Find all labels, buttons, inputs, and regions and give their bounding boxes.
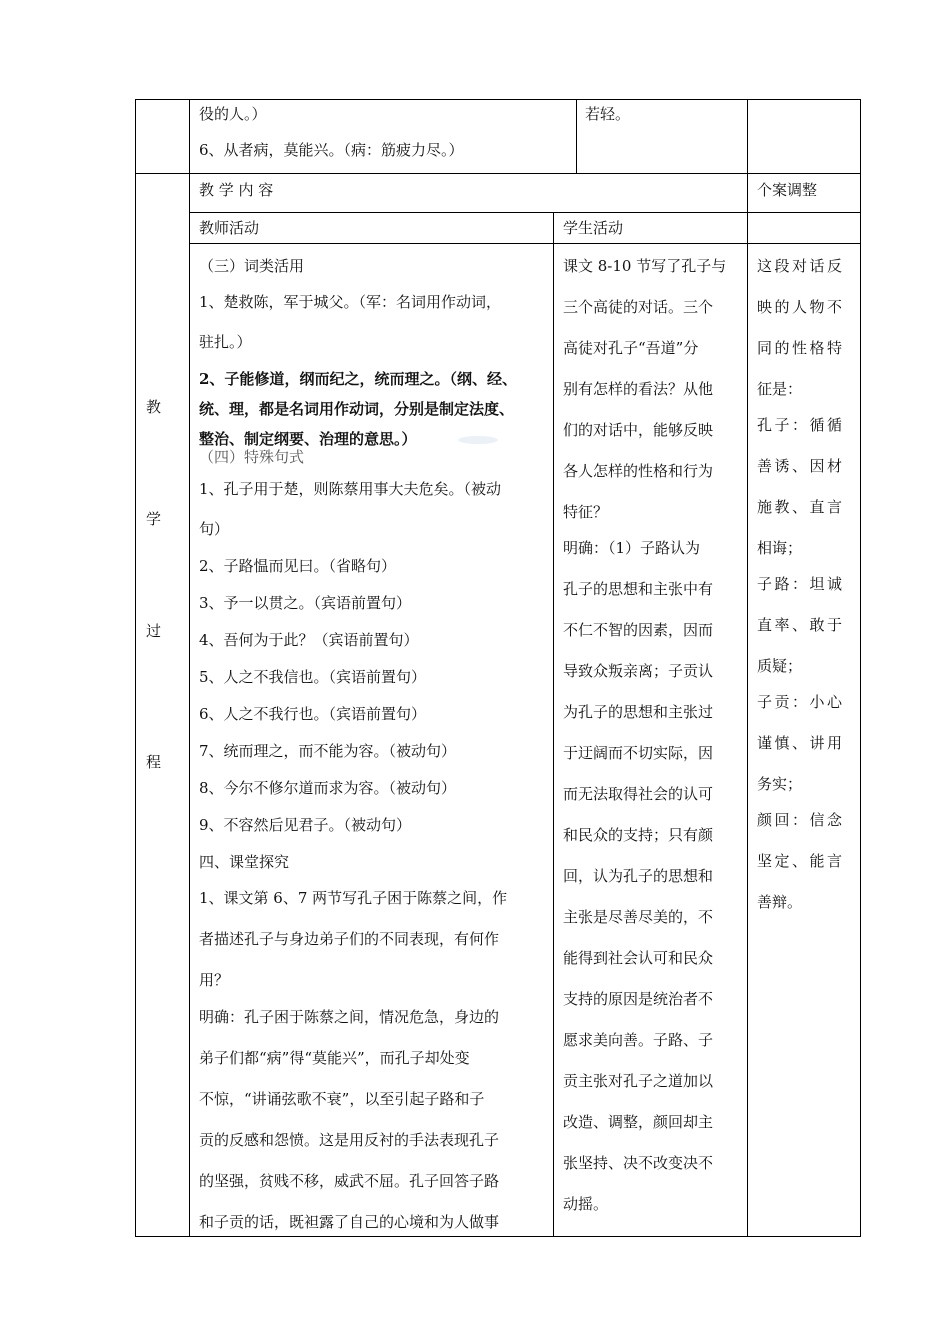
teacher-line: 和子贡的话，既袒露了自己的心境和为人做事 [199, 1213, 500, 1231]
row-divider-3 [189, 243, 861, 244]
student-line: 各人怎样的性格和行为 [563, 462, 714, 480]
teacher-line: 驻扎。） [199, 333, 252, 351]
teacher-line: 3、予一以贯之。（宾语前置句） [199, 594, 412, 612]
col-divider-teacher-student [553, 212, 554, 1237]
row-divider-1 [135, 173, 861, 174]
side-label-char-1: 教 [146, 398, 162, 416]
header-student: 学生活动 [563, 219, 624, 237]
teacher-line: 5、人之不我信也。（宾语前置句） [199, 668, 427, 686]
student-line: 高徒对孔子“吾道”分 [563, 339, 699, 357]
teacher-line: 2、子能修道，纲而纪之，统而理之。（纲、经、 [199, 370, 517, 388]
table-border-top [135, 99, 861, 100]
adjust-line: 这段对话反 [757, 257, 845, 275]
adjust-line: 子贡：小心 [757, 693, 845, 711]
teacher-line: 7、统而理之，而不能为容。（被动句） [199, 742, 457, 760]
adjust-line: 相诲； [757, 539, 803, 557]
student-line: 主张是尽善尽美的，不 [563, 908, 714, 926]
row-divider-2 [189, 212, 861, 213]
student-line: 三个高徒的对话。三个 [563, 298, 714, 316]
adjust-line: 直率、敢于 [757, 616, 845, 634]
adjust-line: 同的性格特 [757, 339, 845, 357]
teacher-line: 者描述孔子与身边弟子们的不同表现，有何作 [199, 930, 500, 948]
teacher-line: 1、楚救陈，军于城父。（军：名词用作动词， [199, 293, 502, 311]
table-border-bottom [135, 1236, 861, 1237]
teacher-line: 弟子们都“病”得“莫能兴”，而孔子却处变 [199, 1049, 470, 1067]
teacher-line: 的坚强，贫贱不移，威武不屈。孔子回答子路 [199, 1172, 500, 1190]
adjust-line: 颜回：信念 [757, 811, 845, 829]
adjust-line: 质疑； [757, 657, 803, 675]
teacher-line: 6、人之不我行也。（宾语前置句） [199, 705, 427, 723]
side-label-char-2: 学 [146, 510, 162, 528]
side-label-char-4: 程 [146, 753, 162, 771]
adjust-line: 孔子：循循 [757, 416, 845, 434]
teacher-line: 整治、制定纲要、治理的意思。） [199, 430, 417, 448]
side-label-char-3: 过 [146, 622, 162, 640]
student-line: 明确：（1）子路认为 [563, 539, 701, 557]
col-divider-adjust [747, 99, 748, 1237]
student-line: 和民众的支持；只有颜 [563, 826, 714, 844]
student-line: 孔子的思想和主张中有 [563, 580, 714, 598]
student-line: 张坚持、决不改变决不 [563, 1154, 714, 1172]
header-content: 教 学 内 容 [199, 181, 274, 199]
student-line: 改造、调整，颜回却主 [563, 1113, 714, 1131]
teacher-line: 四、课堂探究 [199, 853, 290, 871]
teacher-line: 1、课文第 6、7 两节写孔子困于陈蔡之间，作 [199, 889, 508, 907]
student-line: 而无法取得社会的认可 [563, 785, 714, 803]
student-line: 动摇。 [563, 1195, 609, 1213]
adjust-line: 子路：坦诚 [757, 575, 845, 593]
adjust-line: 映的人物不 [757, 298, 845, 316]
student-line: 们的对话中，能够反映 [563, 421, 714, 439]
teacher-line: 句） [199, 520, 230, 538]
teacher-line: 不惊，“讲诵弦歌不衰”，以至引起子路和子 [199, 1090, 485, 1108]
watermark-smudge [458, 436, 498, 444]
teacher-line: （四）特殊句式 [199, 448, 305, 466]
student-line: 回，认为孔子的思想和 [563, 867, 714, 885]
student-line: 于迂阔而不切实际，因 [563, 744, 714, 762]
student-line: 支持的原因是统治者不 [563, 990, 714, 1008]
student-line: 特征？ [563, 503, 609, 521]
top-left-line-2: 6、从者病，莫能兴。（病：筋疲力尽。） [199, 141, 464, 159]
table-border-right [860, 99, 861, 1237]
col-divider-side [189, 99, 190, 1237]
adjust-line: 征是： [757, 380, 803, 398]
adjust-line: 谨慎、讲用 [757, 734, 845, 752]
header-adjust: 个案调整 [757, 181, 818, 199]
header-teacher: 教师活动 [199, 219, 260, 237]
adjust-line: 善诱、因材 [757, 457, 845, 475]
adjust-line: 施教、直言 [757, 498, 845, 516]
top-left-line-1: 役的人。） [199, 105, 267, 123]
adjust-line: 务实； [757, 775, 803, 793]
teacher-line: 4、吾何为于此？（宾语前置句） [199, 631, 419, 649]
student-line: 贡主张对孔子之道加以 [563, 1072, 714, 1090]
teacher-line: 8、今尔不修尔道而求为容。（被动句） [199, 779, 457, 797]
student-line: 别有怎样的看法？从他 [563, 380, 714, 398]
teacher-line: 贡的反感和怨愤。这是用反衬的手法表现孔子 [199, 1131, 500, 1149]
student-line: 愿求美向善。子路、子 [563, 1031, 714, 1049]
teacher-line: 用？ [199, 971, 230, 989]
student-line: 不仁不智的因素，因而 [563, 621, 714, 639]
teacher-line: （三）词类活用 [199, 257, 305, 275]
student-line: 课文 8-10 节写了孔子与 [563, 257, 727, 275]
teacher-line: 明确：孔子困于陈蔡之间，情况危急，身边的 [199, 1008, 500, 1026]
adjust-line: 善辩。 [757, 893, 803, 911]
student-line: 能得到社会认可和民众 [563, 949, 714, 967]
teacher-line: 1、孔子用于楚，则陈蔡用事大夫危矣。（被动 [199, 480, 502, 498]
col-divider-top-mid [576, 99, 577, 174]
student-line: 为孔子的思想和主张过 [563, 703, 714, 721]
student-line: 导致众叛亲离；子贡认 [563, 662, 714, 680]
teacher-line: 2、子路愠而见曰。（省略句） [199, 557, 397, 575]
teacher-line: 统、理，都是名词用作动词，分别是制定法度、 [199, 400, 515, 418]
adjust-line: 坚定、能言 [757, 852, 845, 870]
table-border-left [135, 99, 136, 1237]
top-mid-text: 若轻。 [585, 105, 631, 123]
teacher-line: 9、不容然后见君子。（被动句） [199, 816, 412, 834]
